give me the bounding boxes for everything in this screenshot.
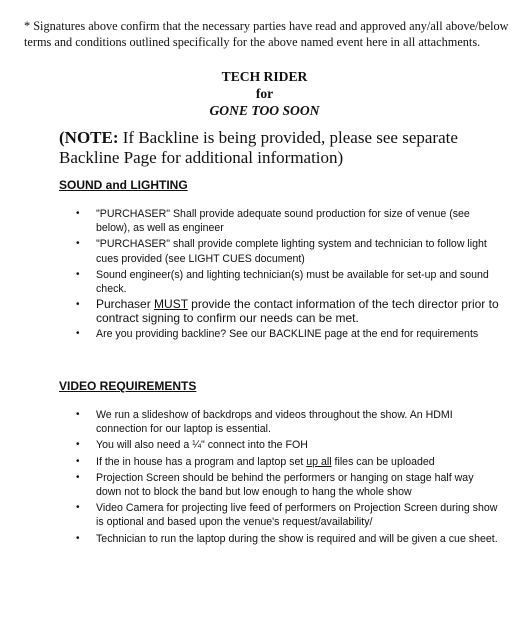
list-item: • Video Camera for projecting live feed of performers on Projection Screen during show is optional and based upon the venue's request/availability/	[76, 502, 498, 529]
sound-lighting-list	[0, 207, 529, 344]
note-text: If Backline is being provided, please see separate Backline Page for additional information)	[59, 128, 458, 167]
title-line-1: TECH RIDER	[221, 69, 308, 84]
list-item: • Technician to run the laptop during the show is required and will be given a cue sheet.	[76, 532, 498, 545]
bullet-icon: •	[76, 471, 80, 483]
bullet-icon: •	[76, 455, 80, 467]
backline-note	[59, 128, 519, 168]
sound-lighting-heading: SOUND and LIGHTING	[59, 178, 188, 192]
bullet-icon: •	[76, 238, 80, 250]
list-item: • Projection Screen should be behind the performers or hanging on stage half way down not to block the band but low enough to hang the whole show	[76, 471, 474, 499]
list-item: • If the in house has a program and laptop set up all files can be uploaded	[76, 455, 435, 468]
list-item: • "PURCHASER" Shall provide adequate sound production for size of venue (see below), as well as engineer	[76, 208, 470, 235]
event-name: GONE TOO SOON	[209, 103, 320, 118]
list-item: • Are you providing backline? See our BACKLINE page at the end for requirements	[76, 328, 479, 341]
bullet-icon: •	[76, 299, 80, 311]
list-item: • "PURCHASER" shall provide complete lighting system and technician to follow light cues provided (see LIGHT CUES document)	[76, 238, 487, 265]
bullet-icon: •	[76, 439, 80, 451]
bullet-icon: •	[76, 268, 80, 280]
list-item: • Sound engineer(s) and lighting technician(s) must be available for set-up and sound check.	[76, 268, 489, 296]
bullet-icon: •	[76, 532, 80, 544]
video-requirements-list	[0, 408, 529, 548]
list-item: • You will also need a ¼" connect into the FOH	[76, 439, 308, 452]
bullet-icon: •	[76, 208, 80, 219]
note-lead: (NOTE:	[59, 128, 119, 147]
bullet-icon: •	[76, 328, 80, 340]
bullet-icon: •	[76, 502, 80, 514]
title-block	[0, 68, 529, 119]
list-item: • Purchaser MUST provide the contact information of the tech director prior to contract signing to confirm our needs can be met.	[76, 297, 499, 325]
title-line-2: for	[255, 86, 274, 101]
signature-note: * Signatures above confirm that the necessary parties have read and approved any/all above/below terms and conditions outlined specifically for the above named event here in all attachments.	[24, 19, 509, 49]
list-item: • We run a slideshow of backdrops and videos throughout the show. An HDMI connection for our laptop is essential.	[76, 409, 453, 436]
video-requirements-heading: VIDEO REQUIREMENTS	[59, 379, 197, 393]
bullet-icon: •	[76, 409, 80, 420]
